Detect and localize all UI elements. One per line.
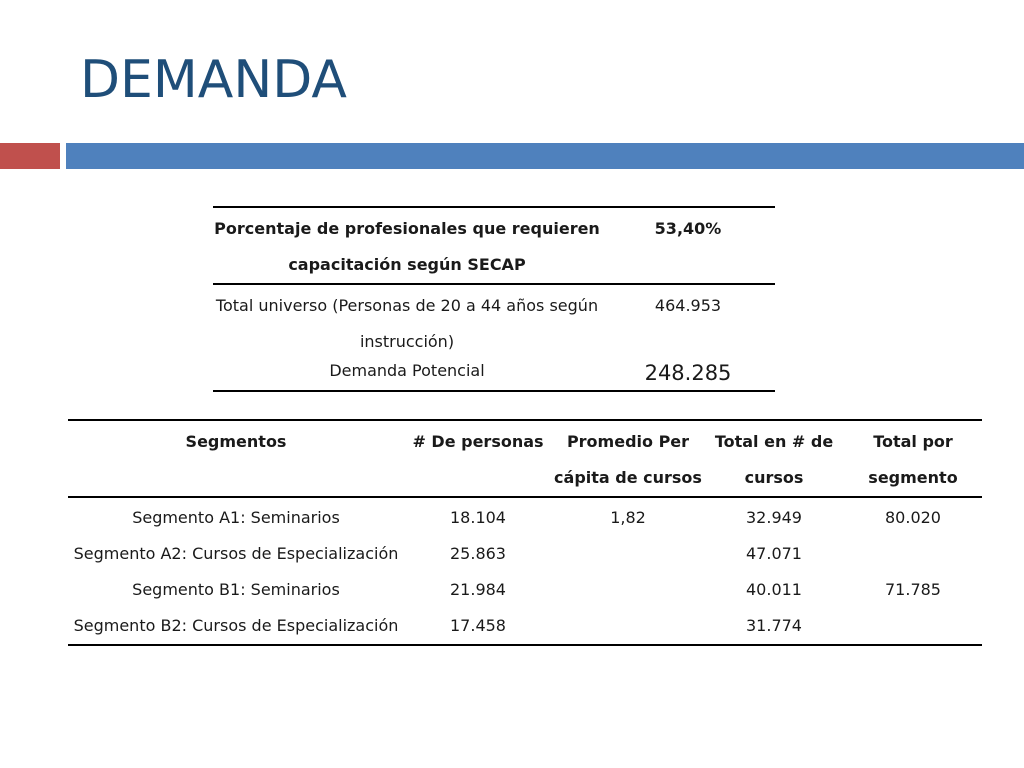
slide-title: DEMANDA [80,50,347,110]
summary-table [213,206,775,392]
table-row [68,497,982,536]
segment-cell: Segmento A2: Cursos de Especialización [73,544,399,563]
total-cursos-cell: 47.071 [746,544,802,563]
promedio-cell [552,572,704,608]
column-header: Total en # de cursos [704,420,844,497]
total-segmento-cell [844,536,982,572]
promedio-cell [552,608,704,645]
personas-cell: 25.863 [450,544,506,563]
summary-row-universe [213,284,775,360]
summary-label: Porcentaje de profesionales que requieren capacitación según SECAP [213,207,601,284]
table-row [68,536,982,572]
column-header: Segmentos [68,420,404,497]
accent-bar-red [0,143,60,169]
summary-value: 464.953 [654,296,722,315]
total-cursos-cell: 40.011 [746,580,802,599]
table-row [68,608,982,645]
summary-row-demand [213,360,775,391]
segment-cell: Segmento A1: Seminarios [132,508,340,527]
promedio-cell: 1,82 [610,508,646,527]
summary-value: 248.285 [644,361,732,385]
column-header: # De personas [404,420,552,497]
summary-row-percentage [213,207,775,284]
personas-cell: 18.104 [450,508,506,527]
segments-header-row [68,420,982,497]
total-segmento-cell: 71.785 [885,580,941,599]
summary-value: 53,40% [601,207,775,284]
personas-cell: 21.984 [450,580,506,599]
segment-cell: Segmento B2: Cursos de Especialización [73,616,399,635]
total-cursos-cell: 32.949 [746,508,802,527]
column-header: Promedio Per cápita de cursos [552,420,704,497]
total-segmento-cell [844,608,982,645]
personas-cell: 17.458 [450,616,506,635]
summary-label: Demanda Potencial [329,361,485,380]
segment-cell: Segmento B1: Seminarios [132,580,340,599]
table-row [68,572,982,608]
column-header: Total por segmento [844,420,982,497]
summary-label: Total universo (Personas de 20 a 44 años según instrucción) [215,296,599,351]
total-segmento-cell: 80.020 [885,508,941,527]
segments-table [68,419,982,646]
promedio-cell [552,536,704,572]
accent-bar-blue [66,143,1024,169]
total-cursos-cell: 31.774 [746,616,802,635]
